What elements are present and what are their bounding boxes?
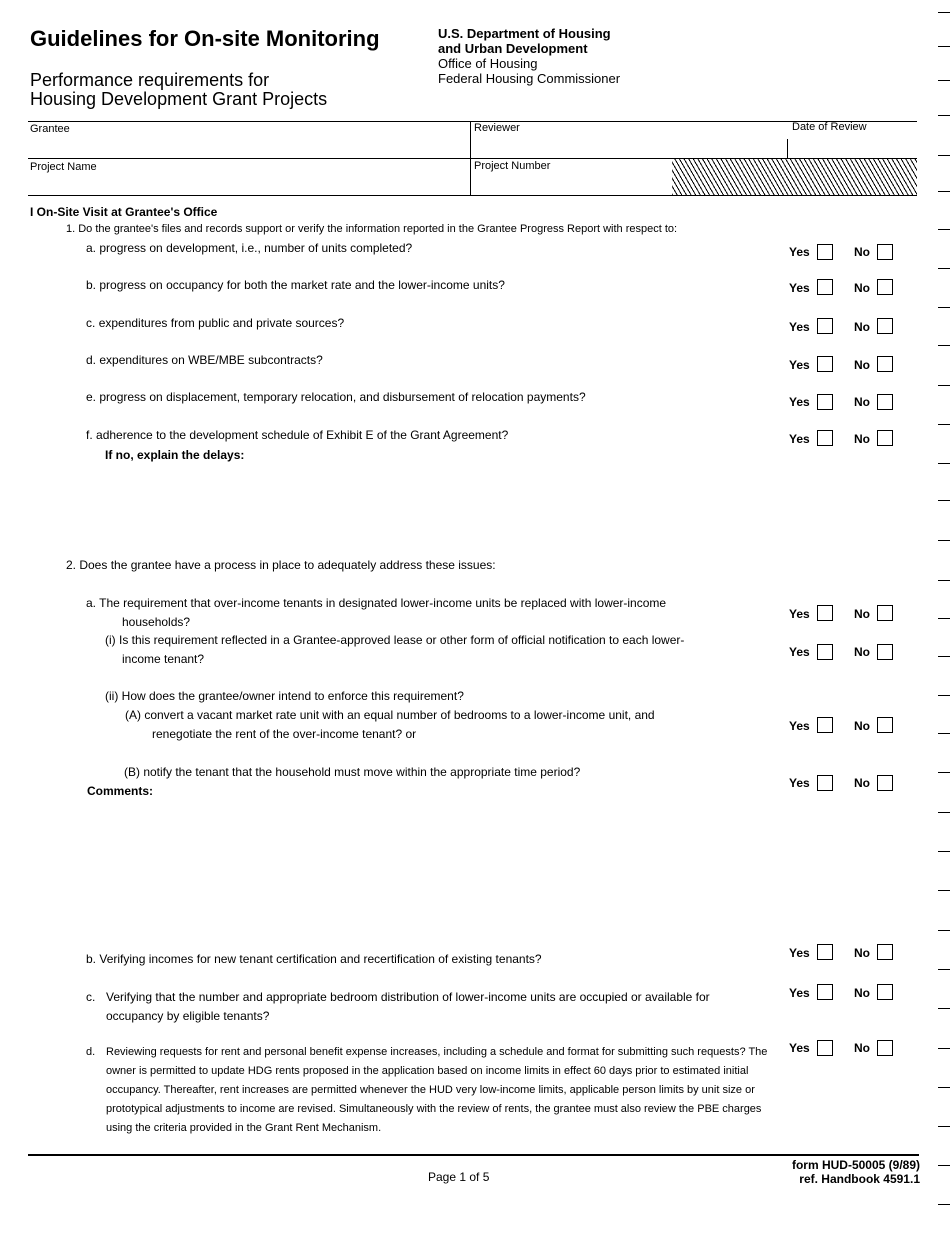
agency-line-2: and Urban Development [438,41,588,56]
question-2a-i-line-2: income tenant? [122,652,205,666]
question-1c [86,314,344,333]
form-number: form HUD-50005 (9/89) [791,1158,920,1172]
question-2b [86,950,542,969]
q2a-B-no-checkbox[interactable] [877,775,893,791]
margin-tick [938,890,950,891]
margin-tick [938,345,950,346]
margin-tick [938,12,950,13]
question-2a-line-2: households? [122,615,191,629]
margin-tick [938,540,950,541]
project-number-field-label: Project Number [474,160,551,172]
page-title: Guidelines for On-site Monitoring [30,26,380,51]
margin-tick [938,307,950,308]
question-1e-letter: e. [86,390,97,404]
question-2a-B: (B) notify the tenant that the household must move within the appropriate time period? [124,765,581,779]
q2c-yes-checkbox[interactable] [817,984,833,1000]
q1a-yes-checkbox[interactable] [817,244,833,260]
question-1c-letter: c. [86,316,96,330]
q1c-no-checkbox[interactable] [877,318,893,334]
margin-tick [938,191,950,192]
field-grid-top-rule [28,121,917,122]
q1f-yes-checkbox[interactable] [817,430,833,446]
margin-tick [938,229,950,230]
page-number: Page 1 of 5 [428,1170,490,1184]
question-2c-letter: c. [86,990,96,1004]
q2a-B-yes-checkbox[interactable] [817,775,833,791]
margin-tick [938,115,950,116]
margin-tick [938,969,950,970]
no-label: No [854,358,870,372]
no-label: No [854,607,870,621]
margin-tick [938,424,950,425]
question-1a-text: progress on development, i.e., number of units completed? [99,241,413,255]
explain-delays-label: If no, explain the delays: [105,448,245,462]
q1c-yes-checkbox[interactable] [817,318,833,334]
q1f-no-checkbox[interactable] [877,430,893,446]
subtitle-line-1: Performance requirements for [30,70,270,90]
margin-tick [938,500,950,501]
question-2a-A-line-1: (A) convert a vacant market rate unit with an equal number of bedrooms to a lower-income unit, and [125,708,655,722]
q2d-no-checkbox[interactable] [877,1040,893,1056]
project-name-field-label: Project Name [30,161,97,173]
q2a-i-no-checkbox[interactable] [877,644,893,660]
question-2c-text: Verifying that the number and appropriate bedroom distribution of lower-income units are occupied or available for occupancy by eligible tenants? [106,990,710,1023]
margin-tick [938,268,950,269]
section-1-heading: I On-Site Visit at Grantee's Office [30,205,218,219]
question-1f-letter: f. [86,428,93,442]
question-2: 2. Does the grantee have a process in place to adequately address these issues: [66,558,496,572]
margin-tick [938,1008,950,1009]
q1e-no-checkbox[interactable] [877,394,893,410]
yes-label: Yes [789,320,810,334]
footer-rule [28,1154,919,1156]
q2b-yes-checkbox[interactable] [817,944,833,960]
margin-tick [938,733,950,734]
subtitle-line-2: Housing Development Grant Projects [30,89,328,109]
question-1f [86,426,508,445]
comments-label: Comments: [87,784,154,798]
margin-tick [938,851,950,852]
question-1b-letter: b. [86,278,97,292]
no-label: No [854,645,870,659]
no-label: No [854,986,870,1000]
reviewer-field-label: Reviewer [474,122,520,134]
q1e-yes-checkbox[interactable] [817,394,833,410]
question-1b [86,276,505,295]
question-1e-text: progress on displacement, temporary relocation, and disbursement of relocation payments? [99,390,586,404]
question-1f-text: adherence to the development schedule of Exhibit E of the Grant Agreement? [96,428,509,442]
agency-line-1: U.S. Department of Housing [438,26,611,41]
no-label: No [854,432,870,446]
question-1d-text: expenditures on WBE/MBE subcontracts? [99,353,323,367]
no-label: No [854,281,870,295]
margin-tick [938,1087,950,1088]
margin-tick [938,580,950,581]
question-2a-A-line-2: renegotiate the rent of the over-income tenant? or [152,727,417,741]
q1b-no-checkbox[interactable] [877,279,893,295]
margin-tick [938,385,950,386]
agency-line-3: Office of Housing [438,56,538,71]
question-1a [86,239,412,258]
question-2b-text: Verifying incomes for new tenant certification and recertification of existing tenants? [99,952,542,966]
q2a-A-yes-checkbox[interactable] [817,717,833,733]
margin-tick [938,1165,950,1166]
no-label: No [854,719,870,733]
no-label: No [854,320,870,334]
q1b-yes-checkbox[interactable] [817,279,833,295]
q2a-no-checkbox[interactable] [877,605,893,621]
margin-tick [938,463,950,464]
margin-tick [938,1048,950,1049]
margin-tick [938,930,950,931]
yes-label: Yes [789,432,810,446]
date-of-review-field-label: Date of Review [792,121,867,133]
yes-label: Yes [789,986,810,1000]
margin-tick [938,695,950,696]
question-1c-text: expenditures from public and private sources? [98,316,345,330]
date-field-divider [787,139,788,159]
yes-label: Yes [789,281,810,295]
yes-label: Yes [789,1041,810,1055]
page-subtitle [30,71,327,109]
question-1d [86,351,323,370]
no-label: No [854,1041,870,1055]
question-2a-i-line-1: (i) Is this requirement reflected in a Grantee-approved lease or other form of official notification to each lower- [105,633,685,647]
question-2d-text: Reviewing requests for rent and personal benefit expense increases, including a schedule and format for submitting such requests? The owner is permitted to update HDG rents proposed in the application based on income limits in effect 60 days prior to estimated initial occupancy. Thereafter, rent increases are permitted whenever the HUD very low-income limits, applicable person limits by unit size or prototypical adjustments to income are revised. Simultaneously with the review of rents, the grantee must also review the PBE charges using the criteria provided in the Grant Rent Mechanism. [106,1046,768,1134]
q1d-yes-checkbox[interactable] [817,356,833,372]
project-number-hatched-area [672,159,917,195]
agency-block [438,26,620,86]
q2c-no-checkbox[interactable] [877,984,893,1000]
yes-label: Yes [789,607,810,621]
margin-tick [938,618,950,619]
question-2b-letter: b. [86,952,97,966]
margin-tick [938,1204,950,1205]
q1d-no-checkbox[interactable] [877,356,893,372]
question-1d-letter: d. [86,353,97,367]
q1a-no-checkbox[interactable] [877,244,893,260]
yes-label: Yes [789,776,810,790]
question-1a-letter: a. [86,241,97,255]
yes-label: Yes [789,946,810,960]
q2d-yes-checkbox[interactable] [817,1040,833,1056]
no-label: No [854,946,870,960]
margin-tick [938,772,950,773]
q2b-no-checkbox[interactable] [877,944,893,960]
margin-tick [938,812,950,813]
grantee-field-label: Grantee [30,123,70,135]
no-label: No [854,776,870,790]
question-1: 1. Do the grantee's files and records support or verify the information reported in the Grantee Progress Report with respect to: [66,223,678,235]
field-grid-divider [470,121,471,196]
yes-label: Yes [789,719,810,733]
question-2a-line-1: a. The requirement that over-income tenants in designated lower-income units be replaced with lower-income [86,596,667,610]
q2a-yes-checkbox[interactable] [817,605,833,621]
q2a-A-no-checkbox[interactable] [877,717,893,733]
agency-line-4: Federal Housing Commissioner [438,71,621,86]
question-1b-text: progress on occupancy for both the market rate and the lower-income units? [99,278,505,292]
margin-tick [938,80,950,81]
margin-tick [938,155,950,156]
q2a-i-yes-checkbox[interactable] [817,644,833,660]
yes-label: Yes [789,395,810,409]
margin-tick [938,46,950,47]
no-label: No [854,245,870,259]
no-label: No [854,395,870,409]
question-1e [86,388,586,407]
margin-tick [938,656,950,657]
field-grid-bottom-rule [28,195,917,196]
form-reference [792,1158,920,1186]
question-2d-letter: d. [86,1046,96,1058]
margin-tick [938,1126,950,1127]
question-2a-ii: (ii) How does the grantee/owner intend to enforce this requirement? [105,689,464,703]
yes-label: Yes [789,245,810,259]
yes-label: Yes [789,645,810,659]
yes-label: Yes [789,358,810,372]
handbook-reference: ref. Handbook 4591.1 [799,1172,920,1186]
